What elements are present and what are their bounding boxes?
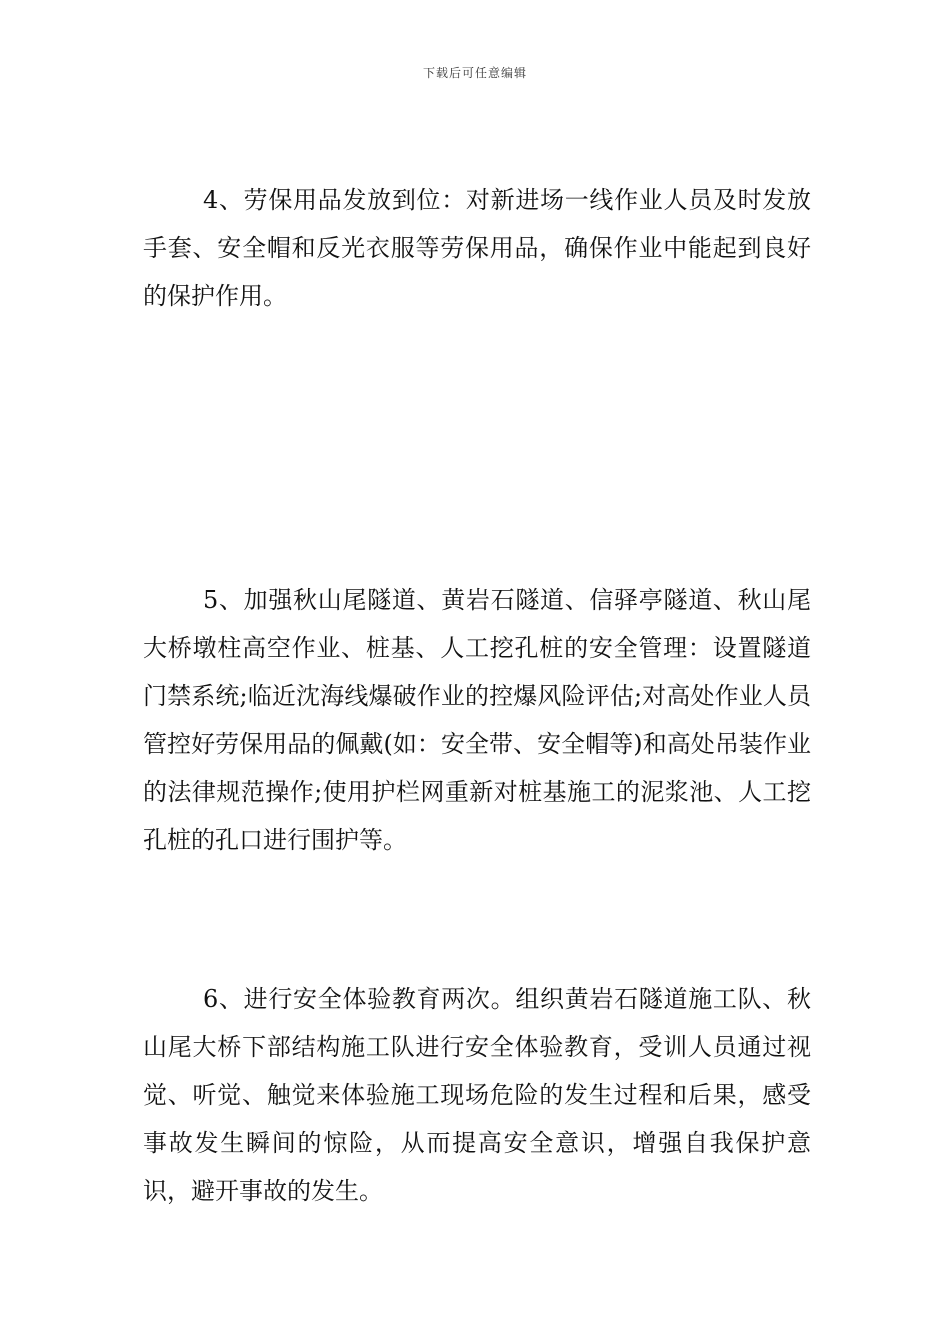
paragraph-item-6: 6、进行安全体验教育两次。组织黄岩石隧道施工队、秋山尾大桥下部结构施工队进行安全体验教育，受训人员通过视觉、听觉、触觉来体验施工现场危险的发生过程和后果，感受事故发生瞬间的惊险，从而提高安全意识，增强自我保护意识，避开事故的发生。 — [143, 985, 811, 1205]
paragraph-item-4: 4、劳保用品发放到位：对新进场一线作业人员及时发放手套、安全帽和反光衣服等劳保用品，确保作业中能起到良好的保护作用。 — [143, 186, 811, 310]
paragraph-item-5: 5、加强秋山尾隧道、黄岩石隧道、信驿亭隧道、秋山尾大桥墩柱高空作业、桩基、人工挖孔桩的安全管理：设置隧道门禁系统;临近沈海线爆破作业的控爆风险评估;对高处作业人员管控好劳保用品的佩戴(如：安全带、安全帽等)和高处吊装作业的法律规范操作;使用护栏网重新对桩基施工的泥浆池、人工挖孔桩的孔口进行围护等。 — [143, 586, 811, 854]
page-header-note: 下载后可任意编辑 — [422, 66, 527, 80]
